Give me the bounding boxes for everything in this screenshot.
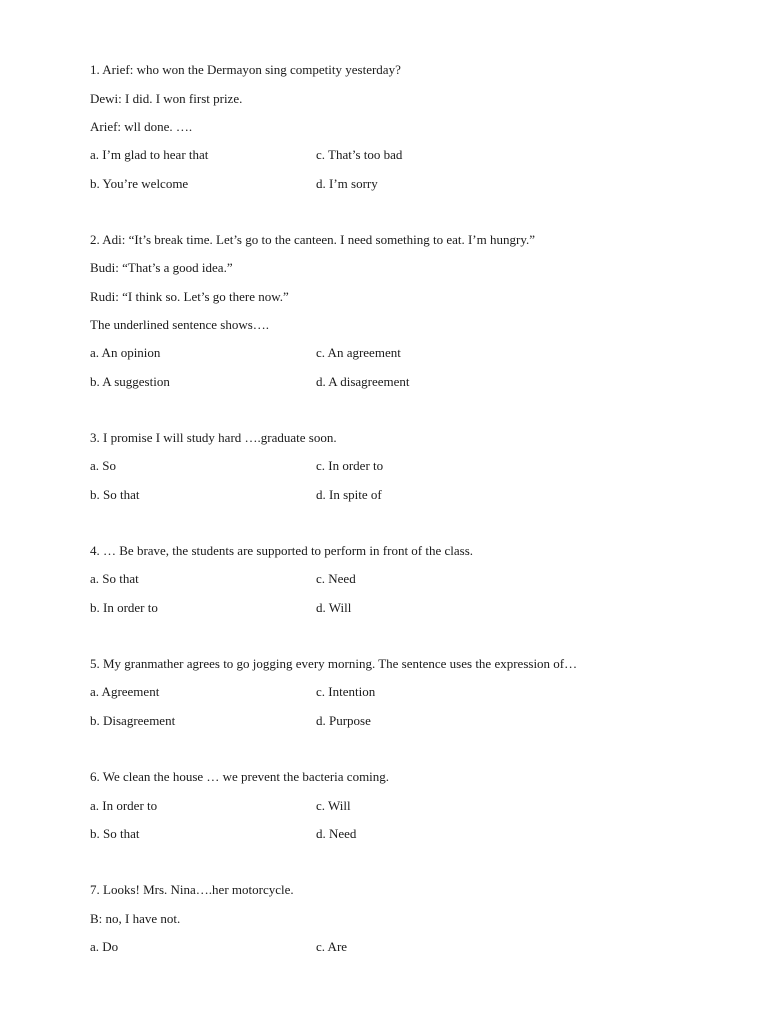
question-5-option-a: a. Agreement <box>90 684 160 699</box>
question-2-line-3: Rudi: “I think so. Let’s go there now.” <box>90 289 289 304</box>
question-3-option-d: d. In spite of <box>316 487 382 502</box>
question-7-line-1: 7. Looks! Mrs. Nina….her motorcycle. <box>90 882 294 897</box>
question-7-option-c: c. Are <box>316 939 348 954</box>
question-5-option-c: c. Intention <box>316 684 376 699</box>
question-3-option-a: a. So <box>90 458 116 473</box>
question-1-line-2: Dewi: I did. I won first prize. <box>90 91 243 106</box>
question-6-option-d: d. Need <box>316 826 357 841</box>
question-2-line-1: 2. Adi: “It’s break time. Let’s go to the canteen. I need something to eat. I’m hungry.” <box>90 232 536 247</box>
question-7-option-a: a. Do <box>90 939 119 954</box>
question-4-option-a: a. So that <box>90 571 139 586</box>
question-1-line-3: Arief: wll done. …. <box>90 119 193 134</box>
question-3-option-c: c. In order to <box>316 458 384 473</box>
question-1-option-b: b. You’re welcome <box>90 176 189 191</box>
question-6-option-c: c. Will <box>316 798 351 813</box>
question-4-option-d: d. Will <box>316 600 352 615</box>
question-2-option-a: a. An opinion <box>90 345 161 360</box>
question-6-option-b: b. So that <box>90 826 140 841</box>
question-6-line-1: 6. We clean the house … we prevent the bacteria coming. <box>90 769 390 784</box>
question-1-line-1: 1. Arief: who won the Dermayon sing competity yesterday? <box>90 62 401 77</box>
question-4-option-c: c. Need <box>316 571 356 586</box>
question-1-option-d: d. I’m sorry <box>316 176 378 191</box>
question-2-option-b: b. A suggestion <box>90 374 170 389</box>
question-6-option-a: a. In order to <box>90 798 158 813</box>
question-4-line-1: 4. … Be brave, the students are supported to perform in front of the class. <box>90 543 474 558</box>
question-5-option-b: b. Disagreement <box>90 713 176 728</box>
question-2-option-c: c. An agreement <box>316 345 401 360</box>
question-5-option-d: d. Purpose <box>316 713 371 728</box>
question-1-option-c: c. That’s too bad <box>316 147 403 162</box>
question-2-option-d: d. A disagreement <box>316 374 410 389</box>
question-7-line-2: B: no, I have not. <box>90 911 181 926</box>
question-5-line-1: 5. My granmather agrees to go jogging every morning. The sentence uses the expression of… <box>90 656 578 671</box>
question-1-option-a: a. I’m glad to hear that <box>90 147 209 162</box>
question-3-option-b: b. So that <box>90 487 140 502</box>
question-2-line-4: The underlined sentence shows…. <box>90 317 270 332</box>
question-4-option-b: b. In order to <box>90 600 158 615</box>
question-3-line-1: 3. I promise I will study hard ….graduate soon. <box>90 430 337 445</box>
question-2-line-2: Budi: “That’s a good idea.” <box>90 260 233 275</box>
